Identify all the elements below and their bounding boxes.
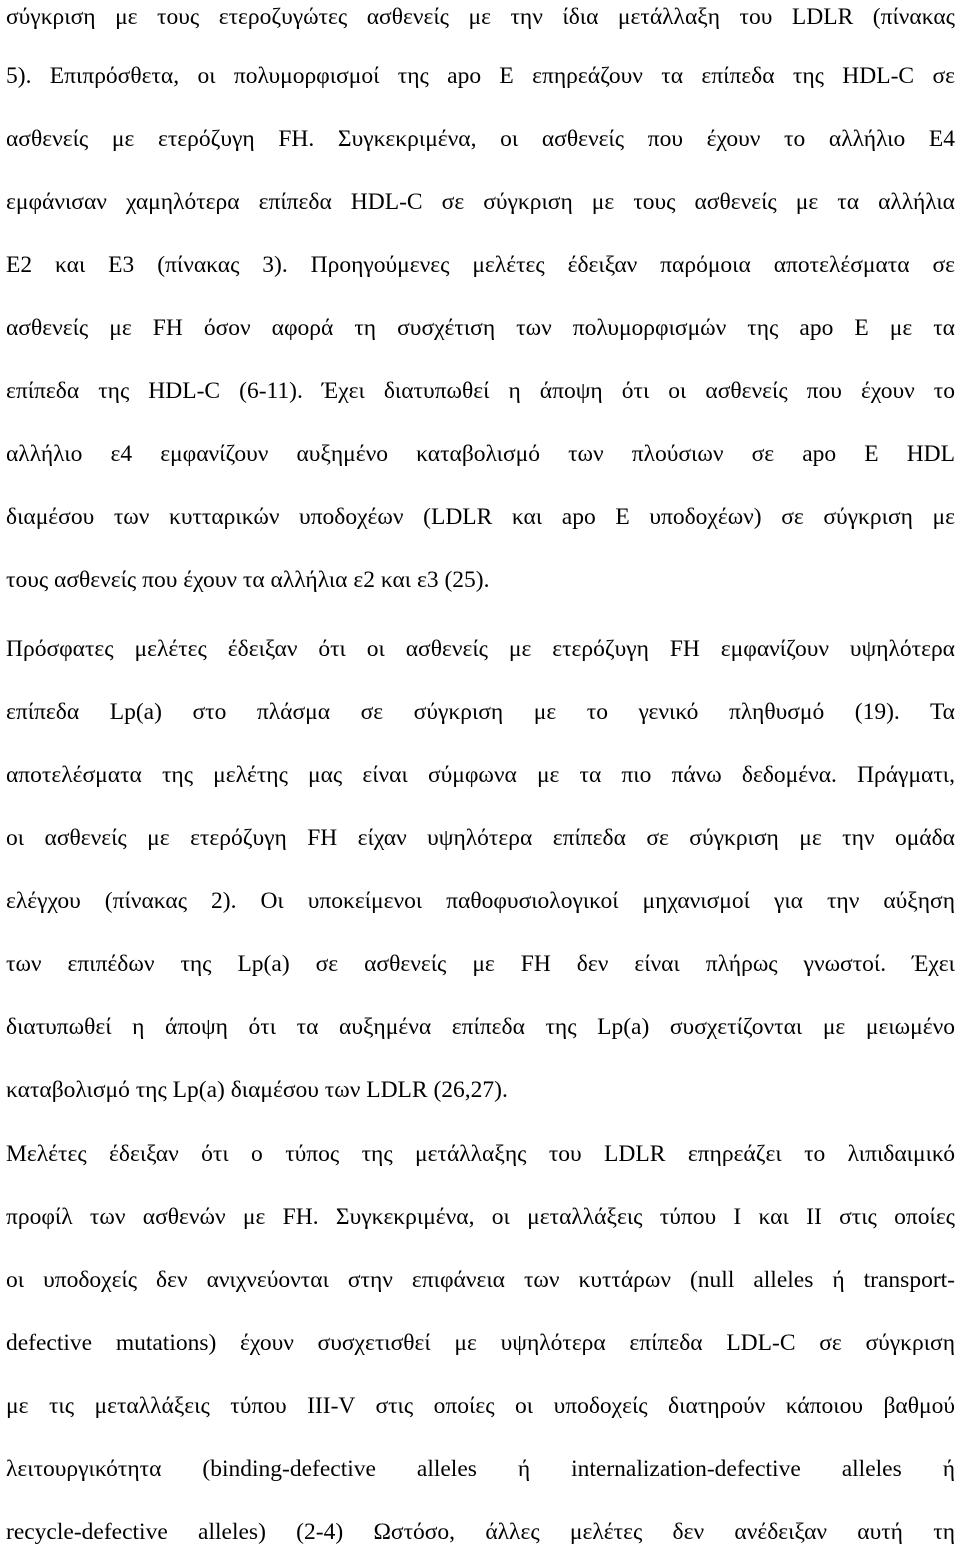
text-line-2: 5). Επιπρόσθετα, οι πολυμορφισμοί της apo E επηρεάζουν τα επίπεδα της HDL-C σε	[6, 63, 955, 89]
text-line-4: εμφάνισαν χαμηλότερα επίπεδα HDL-C σε σύγκριση με τους ασθενείς με τα αλλήλια	[6, 189, 955, 215]
text-line-19: Μελέτες έδειξαν ότι ο τύπος της μετάλλαξης του LDLR επηρεάζει το λιπιδαιμικό	[6, 1141, 955, 1167]
text-line-23: με τις μεταλλάξεις τύπου III-V στις οποίες οι υποδοχείς διατηρούν κάποιου βαθμού	[6, 1393, 955, 1419]
text-line-22: defective mutations) έχουν συσχετισθεί με υψηλότερα επίπεδα LDL-C σε σύγκριση	[6, 1330, 955, 1356]
text-line-10: τους ασθενείς που έχουν τα αλλήλια ε2 και ε3 (25).	[6, 567, 490, 593]
text-line-24: λειτουργικότητα (binding-defective alleles ή internalization-defective alleles ή	[6, 1456, 955, 1482]
text-line-21: οι υποδοχείς δεν ανιχνεύονται στην επιφάνεια των κυττάρων (null alleles ή transport-	[6, 1267, 955, 1293]
text-line-11: Πρόσφατες μελέτες έδειξαν ότι οι ασθενείς με ετερόζυγη FH εμφανίζουν υψηλότερα	[6, 636, 955, 662]
text-line-9: διαμέσου των κυτταρικών υποδοχέων (LDLR και apo E υποδοχέων) σε σύγκριση με	[6, 504, 955, 530]
text-line-17: διατυπωθεί η άποψη ότι τα αυξημένα επίπεδα της Lp(a) συσχετίζονται με μειωμένο	[6, 1014, 955, 1040]
text-line-18: καταβολισμό της Lp(a) διαμέσου των LDLR (26,27).	[6, 1077, 508, 1103]
text-line-16: των επιπέδων της Lp(a) σε ασθενείς με FH δεν είναι πλήρως γνωστοί. Έχει	[6, 951, 955, 977]
text-line-3: ασθενείς με ετερόζυγη FH. Συγκεκριμένα, οι ασθενείς που έχουν το αλλήλιο E4	[6, 126, 955, 152]
text-line-14: οι ασθενείς με ετερόζυγη FH είχαν υψηλότερα επίπεδα σε σύγκριση με την ομάδα	[6, 825, 955, 851]
text-line-1: σύγκριση με τους ετεροζυγώτες ασθενείς με την ίδια μετάλλαξη του LDLR (πίνακας	[6, 4, 955, 30]
text-line-6: ασθενείς με FH όσον αφορά τη συσχέτιση των πολυμορφισμών της apo E με τα	[6, 315, 955, 341]
text-line-20: προφίλ των ασθενών με FH. Συγκεκριμένα, οι μεταλλάξεις τύπου I και II στις οποίες	[6, 1204, 955, 1230]
text-line-5: E2 και E3 (πίνακας 3). Προηγούμενες μελέτες έδειξαν παρόμοια αποτελέσματα σε	[6, 252, 955, 278]
text-line-13: αποτελέσματα της μελέτης μας είναι σύμφωνα με τα πιο πάνω δεδομένα. Πράγματι,	[6, 762, 955, 788]
text-line-8: αλλήλιο ε4 εμφανίζουν αυξημένο καταβολισμό των πλούσιων σε apo E HDL	[6, 441, 955, 467]
text-line-12: επίπεδα Lp(a) στο πλάσμα σε σύγκριση με το γενικό πληθυσμό (19). Τα	[6, 699, 955, 725]
text-line-15: ελέγχου (πίνακας 2). Οι υποκείμενοι παθοφυσιολογικοί μηχανισμοί για την αύξηση	[6, 888, 955, 914]
text-line-25: recycle-defective alleles) (2-4) Ωστόσο, άλλες μελέτες δεν ανέδειξαν αυτή τη	[6, 1519, 955, 1545]
text-line-7: επίπεδα της HDL-C (6-11). Έχει διατυπωθεί η άποψη ότι οι ασθενείς που έχουν το	[6, 378, 955, 404]
